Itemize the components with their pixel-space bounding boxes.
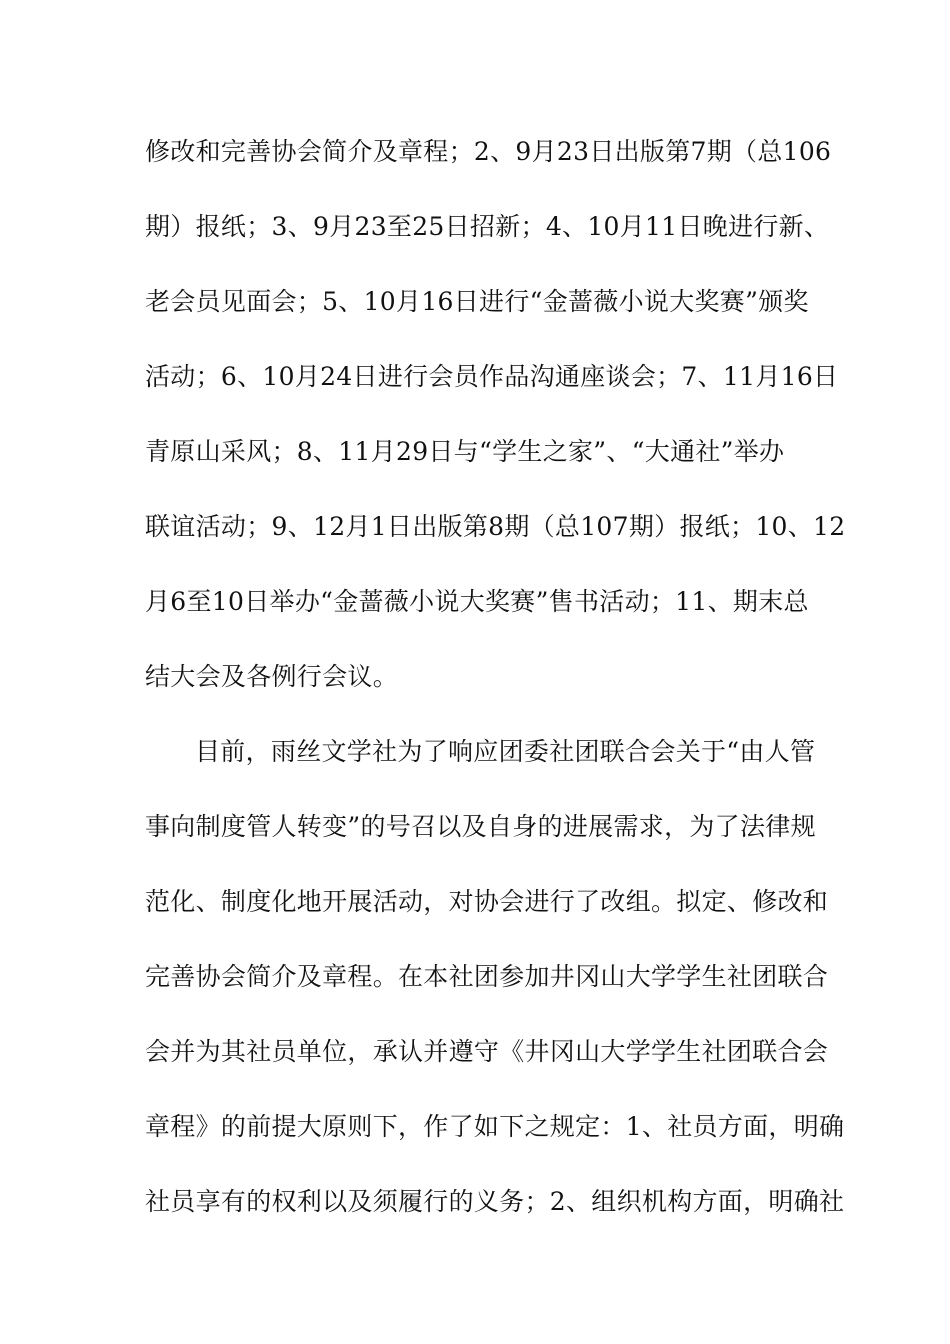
text-line: 范化、制度化地开展活动，对协会进行了改组。拟定、修改和 xyxy=(145,887,829,916)
text-line: 社员享有的权利以及须履行的义务；2、组织机构方面，明确社 xyxy=(145,1187,845,1216)
text-line: 老会员见面会；5、10月16日进行“金蔷薇小说大奖赛”颁奖 xyxy=(145,287,809,316)
text-line: 联谊活动；9、12月1日出版第8期（总107期）报纸；10、12 xyxy=(145,512,846,541)
text-line: 结大会及各例行会议。 xyxy=(145,662,399,691)
text-line: 修改和完善协会简介及章程；2、9月23日出版第7期（总106 xyxy=(145,137,832,166)
text-line: 章程》的前提大原则下，作了如下之规定：1、社员方面，明确 xyxy=(145,1112,845,1141)
text-line: 完善协会简介及章程。在本社团参加井冈山大学学生社团联合 xyxy=(145,962,829,991)
text-line: 目前，雨丝文学社为了响应团委社团联合会关于“由人管 xyxy=(195,737,816,766)
text-line: 月6至10日举办“金蔷薇小说大奖赛”售书活动；11、期末总 xyxy=(145,587,809,616)
text-line: 事向制度管人转变”的号召以及自身的进展需求，为了法律规 xyxy=(145,812,816,841)
text-line: 期）报纸；3、9月23至25日招新；4、10月11日晚进行新、 xyxy=(145,212,830,241)
text-line: 青原山采风；8、11月29日与“学生之家”、“大通社”举办 xyxy=(145,437,785,466)
text-line: 活动；6、10月24日进行会员作品沟通座谈会；7、11月16日 xyxy=(145,362,839,391)
text-line: 会并为其社员单位，承认并遵守《井冈山大学学生社团联合会 xyxy=(145,1037,829,1066)
